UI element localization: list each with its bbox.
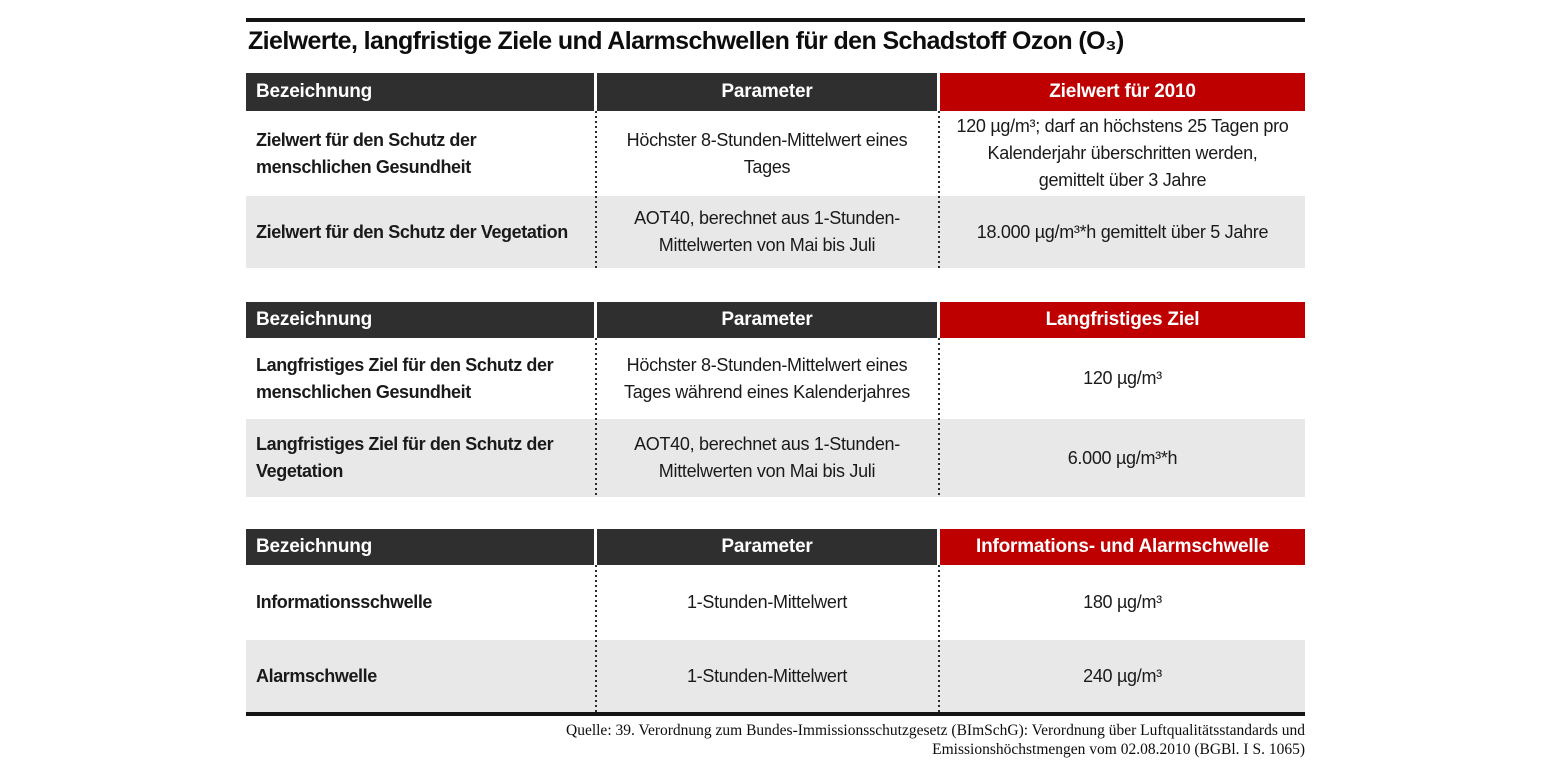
column-divider: [595, 111, 597, 268]
table-row: [246, 565, 1305, 640]
column-divider: [938, 565, 940, 712]
column-header-parameter: Parameter: [597, 73, 937, 111]
table-alarmschwellen: [246, 529, 1305, 712]
row-label-cell: Zielwert für den Schutz der menschlichen Gesundheit: [256, 129, 477, 177]
table-header-row: [246, 529, 1305, 565]
top-rule: [246, 18, 1305, 22]
value-cell: 120 µg/m³: [1083, 368, 1162, 388]
table-row: [246, 338, 1305, 419]
column-divider: [938, 338, 940, 497]
row-label-cell: Zielwert für den Schutz der Vegetation: [256, 221, 568, 242]
column-header-informations-alarmschwelle: Informations- und Alarmschwelle: [940, 529, 1305, 565]
value-cell: 120 µg/m³; darf an höchstens 25 Tagen pro Kalenderjahr überschritten werden, gemittelt über 3 Jahre: [956, 116, 1289, 190]
column-divider: [938, 111, 940, 268]
row-label-cell: Alarmschwelle: [256, 665, 377, 686]
bottom-rule: [246, 712, 1305, 716]
parameter-cell: 1-Stunden-Mittelwert: [686, 665, 848, 686]
parameter-cell: 1-Stunden-Mittelwert: [686, 592, 848, 612]
column-header-bezeichnung: Bezeichnung: [246, 302, 594, 338]
column-header-langfristiges-ziel: Langfristiges Ziel: [940, 302, 1305, 338]
row-label-cell: Langfristiges Ziel für den Schutz der menschlichen Gesundheit: [256, 354, 554, 402]
column-divider: [595, 338, 597, 497]
column-header-zielwert-2010: Zielwert für 2010: [940, 73, 1305, 111]
column-divider: [595, 565, 597, 712]
table-header-row: [246, 302, 1305, 338]
table-row: [246, 419, 1305, 497]
table-row: [246, 111, 1305, 196]
source-note-line2: Emissionshöchstmengen vom 02.08.2010 (BGBl. I S. 1065): [932, 741, 1305, 758]
column-header-parameter: Parameter: [597, 302, 937, 338]
value-cell: 6.000 µg/m³*h: [1067, 447, 1178, 468]
column-header-bezeichnung: Bezeichnung: [246, 73, 594, 111]
table-header-row: [246, 73, 1305, 111]
table-row: [246, 196, 1305, 268]
table-langfristige-ziele: [246, 302, 1305, 497]
row-label-cell: Informationsschwelle: [256, 592, 433, 612]
source-note-line1: Quelle: 39. Verordnung zum Bundes-Immissionsschutzgesetz (BImSchG): Verordnung über Luftqualitätsstandards und: [566, 722, 1305, 739]
parameter-cell: Höchster 8-Stunden-Mittelwert eines Tages während eines Kalenderjahres: [624, 354, 910, 402]
column-header-parameter: Parameter: [597, 529, 937, 565]
page-title: Zielwerte, langfristige Ziele und Alarmschwellen für den Schadstoff Ozon (O₃): [248, 27, 1124, 55]
column-header-bezeichnung: Bezeichnung: [246, 529, 594, 565]
table-zielwerte: [246, 73, 1305, 268]
parameter-cell: Höchster 8-Stunden-Mittelwert eines Tages: [626, 129, 908, 177]
row-label-cell: Langfristiges Ziel für den Schutz der Vegetation: [256, 434, 554, 481]
parameter-cell: AOT40, berechnet aus 1-Stunden-Mittelwerten von Mai bis Juli: [634, 208, 900, 255]
source-note: [246, 721, 1305, 759]
value-cell: 180 µg/m³: [1083, 592, 1162, 612]
value-cell: 18.000 µg/m³*h gemittelt über 5 Jahre: [976, 221, 1269, 242]
value-cell: 240 µg/m³: [1083, 665, 1162, 686]
parameter-cell: AOT40, berechnet aus 1-Stunden-Mittelwerten von Mai bis Juli: [634, 434, 900, 481]
table-row: [246, 640, 1305, 712]
